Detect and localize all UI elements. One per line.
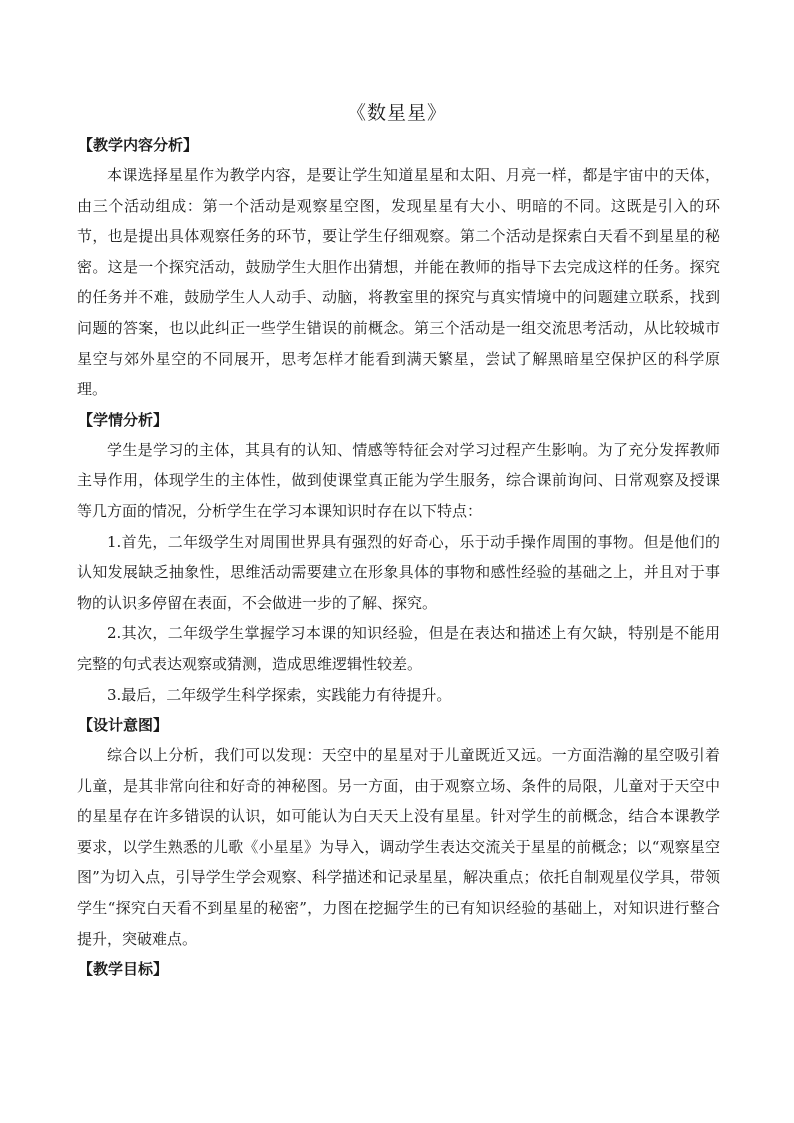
section-content-analysis [77,130,720,405]
section-heading: 【教学内容分析】 [78,136,199,154]
paragraph: 综合以上分析，我们可以发现：天空中的星星对于儿童既近又远。一方面浩瀚的星空吸引着儿童，是其非常向往和好奇的神秘图。另一方面，由于观察立场、条件的局限，儿童对于天空中的星星存在许多错误的认识，如可能认为白天天上没有星星。针对学生的前概念，结合本课教学要求，以学生熟悉的儿歌《小星星》为导入，调动学生表达交流关于星星的前概念；以“观察星空图”为切入点，引导学生学会观察、科学描述和记录星星，解决重点；依托自制观星仪学具，带领学生“探究白天看不到星星的秘密”，力图在挖掘学生的已有知识经验的基础上，对知识进行整合提升，突破难点。 [77,746,720,948]
section-learner-analysis [77,405,720,710]
document-title: 《数星星》 [346,102,447,124]
section-design-intent [77,710,720,954]
section-heading: 【学情分析】 [78,410,169,429]
paragraph: 学生是学习的主体，其具有的认知、情感等特征会对学习过程产生影响。为了充分发挥教师主导作用，体现学生的主体性，做到使课堂真正能为学生服务，综合课前询问、日常观察及授课等几方面的情况，分析学生在学习本课知识时存在以下特点： [77,440,720,520]
section-teaching-objectives [77,954,720,984]
paragraph: 2.其次，二年级学生掌握学习本课的知识经验，但是在表达和描述上有欠缺，特别是不能用完整的句式表达观察或猜测，造成思维逻辑性较差。 [77,624,720,673]
document-body [77,130,720,984]
paragraph: 1.首先，二年级学生对周围世界具有强烈的好奇心，乐于动手操作周围的事物。但是他们的认知发展缺乏抽象性，思维活动需要建立在形象具体的事物和感性经验的基础之上，并且对于事物的认识多停留在表面，不会做进一步的了解、探究。 [77,532,720,612]
section-heading: 【教学目标】 [78,960,169,979]
paragraph: 3.最后，二年级学生科学探索，实践能力有待提升。 [107,685,452,704]
paragraph: 本课选择星星作为教学内容，是要让学生知道星星和太阳、月亮一样，都是宇宙中的天体，由三个活动组成：第一个活动是观察星空图，发现星星有大小、明暗的不同。这既是引入的环节，也是提出具体观察任务的环节，要让学生仔细观察。第二个活动是探索白天看不到星星的秘密。这是一个探究活动，鼓励学生大胆作出猜想，并能在教师的指导下去完成这样的任务。探究的任务并不难，鼓励学生人人动手、动脑，将教室里的探究与真实情境中的问题建立联系，找到问题的答案，也以此纠正一些学生错误的前概念。第三个活动是一组交流思考活动，从比较城市星空与郊外星空的不同展开，思考怎样才能看到满天繁星，尝试了解黑暗星空保护区的科学原理。 [77,166,720,399]
section-heading: 【设计意图】 [78,716,169,735]
